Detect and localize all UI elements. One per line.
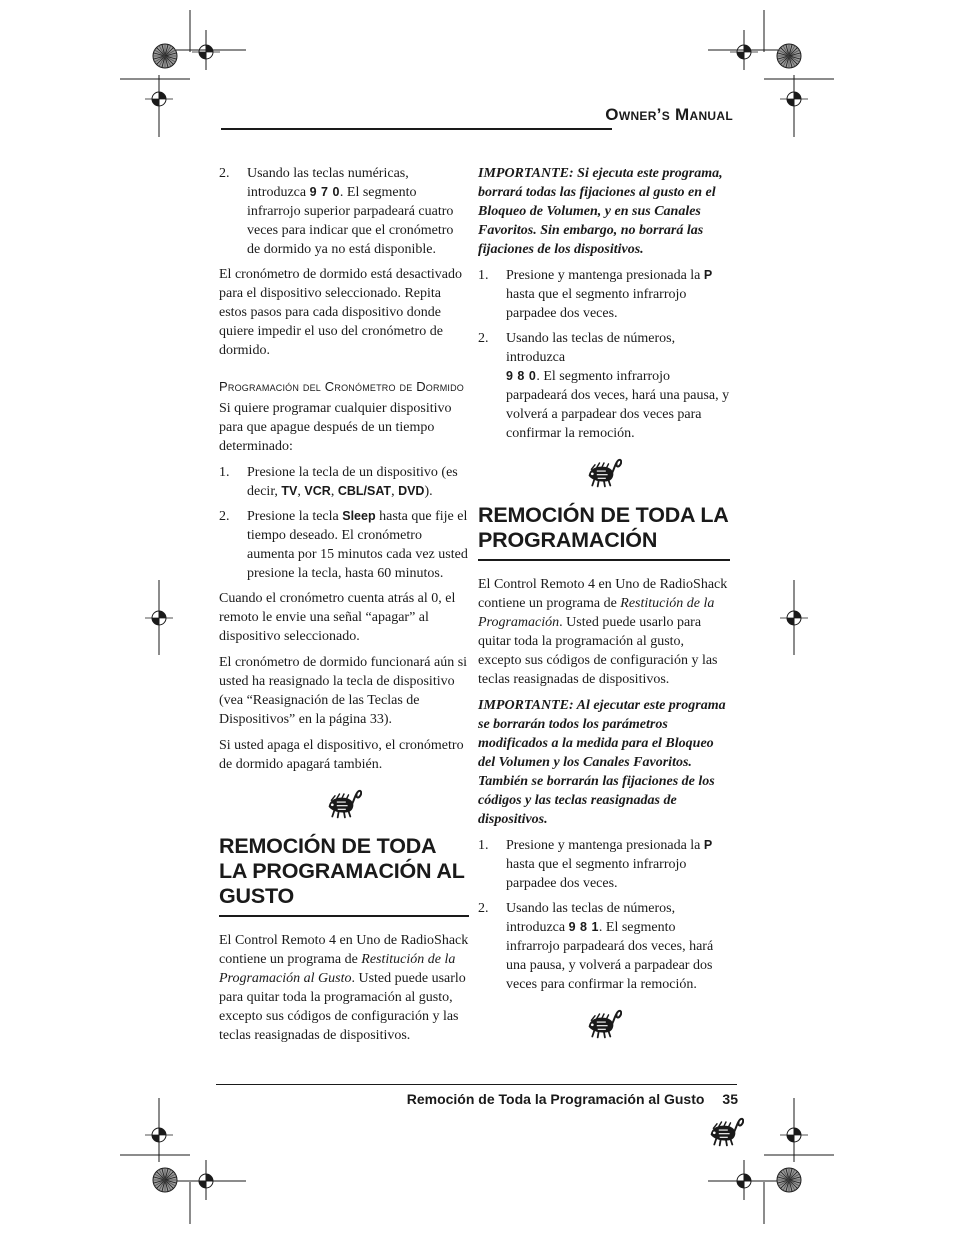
- paragraph: El cronómetro de dormido funcionará aún si usted ha reasignado la tecla de dispositivo (vea “Reasignación de las Teclas de Dispositivos” en la página 33).: [219, 655, 468, 727]
- chameleon-logo-icon: [586, 1006, 622, 1040]
- chameleon-divider: [478, 455, 730, 491]
- paragraph: El Control Remoto 4 en Uno de RadioShack contiene un programa de Restitución de la Programación. Usted puede usarlo para quitar toda la programación al gusto, excepto sus códigos de configuración y las teclas reasignadas de dispositivos.: [478, 577, 728, 687]
- paragraph: Cuando el cronómetro cuenta atrás al 0, el remoto le envie una señal “apagar” al dispositivo seleccionado.: [219, 591, 456, 644]
- important-note: IMPORTANTE: Al ejecutar este programa se borrarán todos los parámetros modificados a la medida para el Bloqueo del Volumen y los Canales Favoritos. También se borrarán las fijaciones de los códigos y las teclas reasignadas de dispositivos.: [478, 698, 726, 827]
- important-note: IMPORTANTE: Si ejecuta este programa, borrará todas las fijaciones al gusto en el Bloqueo de Volumen, y en sus Canales Favoritos. Sin embargo, no borrará las fijaciones de los dispositivos.: [478, 166, 723, 257]
- header-rule: [221, 128, 612, 130]
- section-heading: REMOCIÓN DE TODA LA PROGRAMACIÓN: [478, 503, 730, 561]
- key-label: CBL/SAT: [337, 484, 392, 498]
- page-number: 35: [722, 1091, 738, 1107]
- manual-title: Owner’s Manual: [605, 105, 733, 124]
- paragraph: Si usted apaga el dispositivo, el cronómetro de dormido apagará también.: [219, 738, 464, 772]
- subsection-heading: Programación del Cronómetro de Dormido: [219, 379, 465, 394]
- paragraph: Si quiere programar cualquier dispositivo para que apague después de un tiempo determinado:: [219, 401, 452, 454]
- key-label: VCR: [304, 484, 331, 498]
- list-item: 2. Usando las teclas de números, introduzca 9 8 0. El segmento infrarrojo parpadeará dos veces, hará una pausa, y volverá a parpadear dos veces para confirmar la remoción.: [478, 331, 730, 441]
- list-item: 2. Usando las teclas numéricas, introduzca 9 7 0. El segmento infrarrojo superior parpadeará cuatro veces para indicar que el cronómetro de dormido ya no está disponible.: [219, 166, 454, 257]
- chameleon-logo-icon: [326, 786, 362, 820]
- footer-section-title: Remoción de Toda la Programación al Gusto: [406, 1091, 705, 1107]
- list-item: 2. Presione la tecla Sleep hasta que fije el tiempo deseado. El cronómetro aumenta por 15 minutos cada vez usted presione la tecla, hasta 60 minutos.: [219, 509, 468, 581]
- right-column: [478, 164, 730, 1054]
- key-label: 9 7 0: [309, 185, 340, 199]
- list-item: 2. Usando las teclas de números, introduzca 9 8 1. El segmento infrarrojo parpadeará dos veces, hará una pausa, y volverá a parpadear dos veces para confirmar la remoción.: [478, 901, 714, 992]
- chameleon-logo-icon: [708, 1114, 744, 1148]
- key-label: DVD: [398, 484, 425, 498]
- paragraph: El Control Remoto 4 en Uno de RadioShack contiene un programa de Restitución de la Programación al Gusto. Usted puede usarlo para quitar toda la programación al gusto, excepto sus códigos de configuración y las teclas reasignadas de dispositivos.: [219, 933, 469, 1043]
- key-label: Sleep: [342, 509, 376, 523]
- left-column: [219, 164, 469, 1052]
- chameleon-divider: [219, 786, 469, 822]
- section-heading: REMOCIÓN DE TODA LA PROGRAMACIÓN AL GUSTO: [219, 834, 469, 917]
- list-item: 1. Presione y mantenga presionada la P hasta que el segmento infrarrojo parpadee dos veces.: [478, 838, 713, 891]
- list-item: 1. Presione y mantenga presionada la P hasta que el segmento infrarrojo parpadee dos veces.: [478, 268, 713, 321]
- chameleon-logo-icon: [586, 455, 622, 489]
- key-label: P: [703, 268, 713, 282]
- paragraph: El cronómetro de dormido está desactivado para el dispositivo seleccionado. Repita estos pasos para cada dispositivo donde quiere impedir el uso del cronómetro de dormido.: [219, 267, 462, 358]
- key-label: 9 8 1: [568, 920, 599, 934]
- footer: [407, 1089, 738, 1109]
- footer-rule: [216, 1084, 737, 1085]
- chameleon-divider: [478, 1006, 730, 1042]
- key-label: 9 8 0: [506, 369, 537, 383]
- key-label: TV: [281, 484, 298, 498]
- key-label: P: [703, 838, 713, 852]
- list-item: 1. Presione la tecla de un dispositivo (es decir, TV, VCR, CBL/SAT, DVD).: [219, 465, 458, 499]
